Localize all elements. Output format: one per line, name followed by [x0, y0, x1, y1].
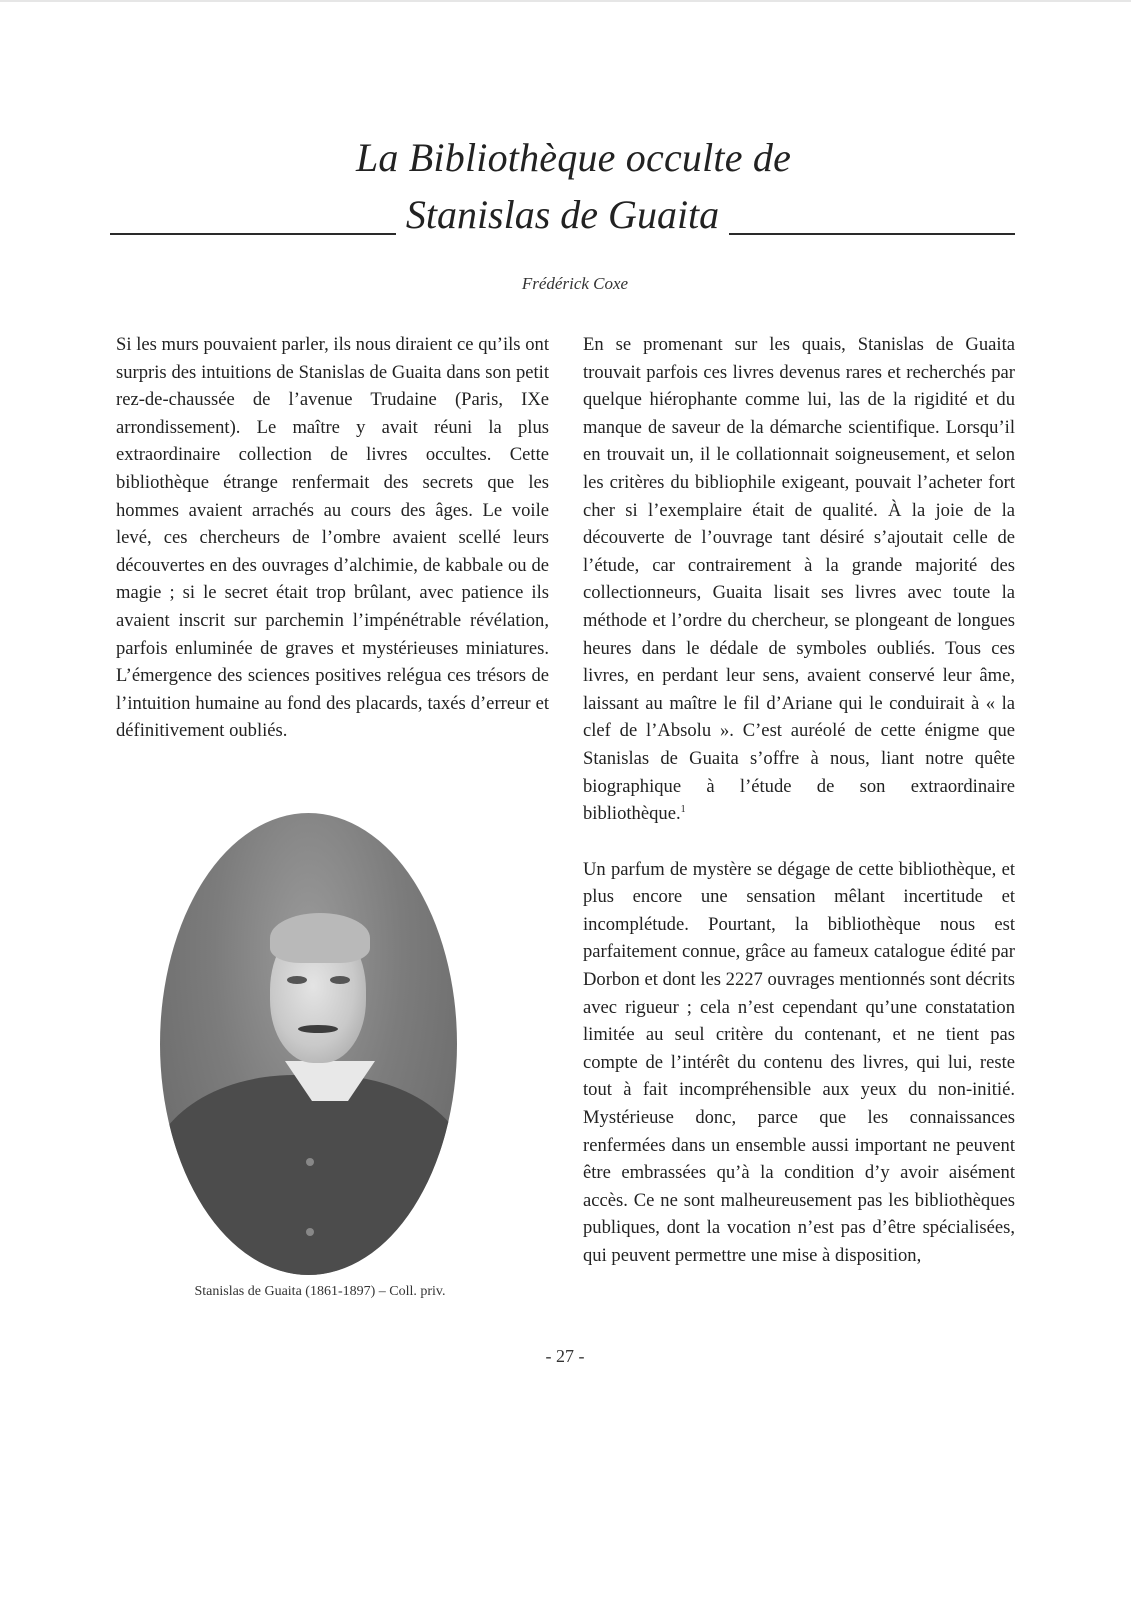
paragraph: [583, 331, 1015, 828]
paragraph: Si les murs pouvaient parler, ils nous diraient ce qu’ils ont surpris des intuitions de Stanislas de Guaita dans son petit rez-de-chaussée de l’avenue Trudaine (Paris, IXe arrondissement). Le maître y avait réuni la plus extraordinaire collection de livres occultes. Cette bibliothèque étrange renfermait des secrets que les hommes avaient arrachés au cours des âges. Le voile levé, ces chercheurs de l’ombre avaient scellé leurs découvertes en des ouvrages d’alchimie, de kabbale ou de magie ; si le secret était trop brûlant, avec patience ils avaient inscrit sur parchemin l’impénétrable révélation, parfois enluminée de graves et mystérieuses miniatures. L’émergence des sciences positives relégua ces trésors de l’intuition humaine au fond des placards, taxés d’erreur et définitivement oubliés.: [116, 334, 549, 742]
figure-caption: Stanislas de Guaita (1861-1897) – Coll. priv.: [194, 1284, 446, 1299]
article-title-line2: Stanislas de Guaita: [405, 191, 720, 237]
paragraph: Un parfum de mystère se dégage de cette bibliothèque, et plus encore une sensation mêlant incertitude et incomplétude. Pourtant, la bibliothèque nous est parfaitement connue, grâce au fameux catalogue édité par Dorbon et dont les 2227 ouvrages mentionnés sont décrits avec rigueur ; cela n’est cependant qu’une constatation limitée au seul critère du contenant, et ne tient pas compte de l’intérêt du contenu des livres, qui lui, reste tout à fait incompréhensible aux yeux du non-initié. Mystérieuse donc, parce que les connaissances renfermées dans un ensemble aussi important ne peuvent être embrassées qu’à la condition d’y avoir aisément accès. Ce ne sont malheureusement pas les bibliothèques publiques, dont la vocation n’est pas d’être spécialisées, qui peuvent permettre une mise à disposition,: [583, 858, 1015, 1266]
page-number: - 27 -: [545, 1346, 585, 1366]
page-top-edge: [0, 0, 1131, 2]
coat-button: [306, 1228, 314, 1236]
title-rule-right: [729, 233, 1015, 235]
article-title-line2-row: [110, 186, 1015, 242]
portrait-mustache: [298, 1025, 338, 1033]
article-author: Frédérick Coxe: [521, 274, 629, 293]
footnote-reference[interactable]: 1: [680, 803, 686, 815]
portrait-hair: [270, 913, 370, 963]
left-column: [116, 331, 549, 745]
portrait-photo: [160, 813, 457, 1275]
portrait-coat: [160, 1075, 457, 1275]
paragraph-text: En se promenant sur les quais, Stanislas de Guaita trouvait parfois ces livres devenus rares et recherchés par quelque hiérophante comme lui, las de la rigidité et du manque de saveur de la démarche scientifique. Lorsqu’il en trouvait un, il le collationnait soigneusement, et selon les critères du bibliophile exigeant, pouvait l’acheter fort cher si l’exemplaire était de qualité. À la joie de la découverte de l’ouvrage tant désiré s’ajoutait celle de l’étude, car contrairement à la grande majorité des collectionneurs, Guaita lisait ses livres avec toute la méthode et l’ordre du chercheur, se plongeant de longues heures dans le dédale de symboles oubliés. Tous ces livres, en perdant leur sens, avaient conservé leur âme, laissant au maître le fil d’Ariane qui le conduirait à « la clef de l’Absolu ». C’est auréolé de cette énigme que Stanislas de Guaita s’offre à nous, liant notre quête biographique à l’étude de son extraordinaire bibliothèque.: [583, 334, 1015, 825]
title-rule-left: [110, 233, 396, 235]
right-column: [583, 331, 1015, 1270]
portrait-eye-right: [330, 976, 350, 984]
coat-button: [306, 1158, 314, 1166]
portrait-eye-left: [287, 976, 307, 984]
article-title-line1: La Bibliothèque occulte de: [355, 135, 792, 180]
